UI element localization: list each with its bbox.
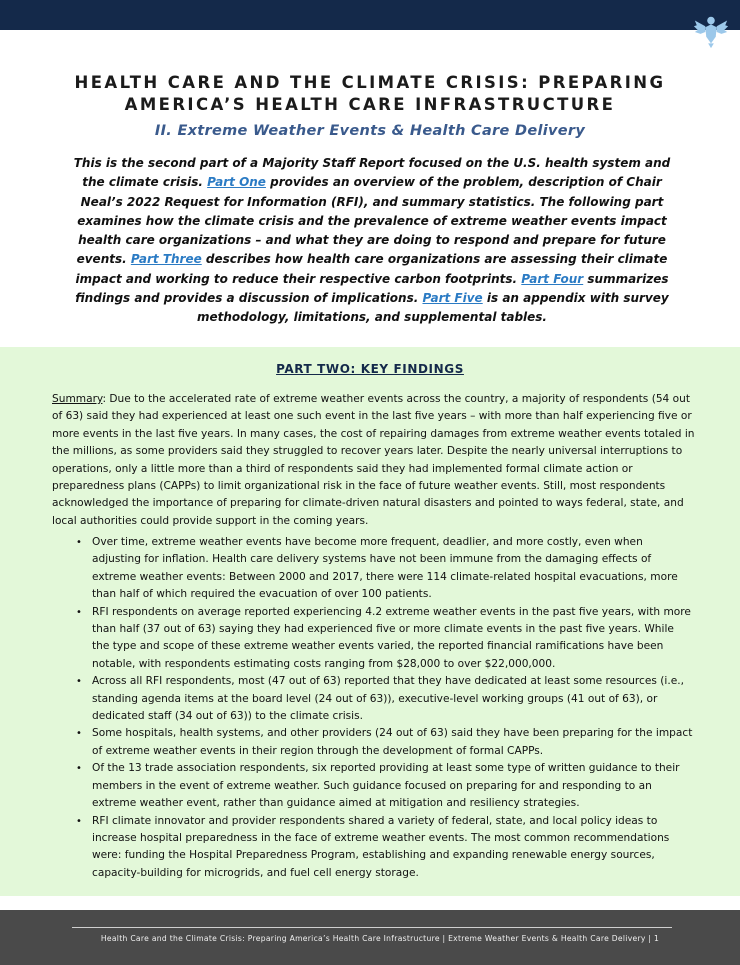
finding-item bbox=[74, 534, 694, 604]
report-title-line-2: AMERICA’S HEALTH CARE INFRASTRUCTURE bbox=[124, 95, 616, 114]
summary-paragraph bbox=[52, 391, 697, 530]
finding-text: RFI climate innovator and provider respondents shared a variety of federal, state, and local policy ideas to increase hospital preparedness in the face of extreme weather events. The most common recommendations were: funding the Hospital Preparedness Program, establishing and expanding renewable energy sources, capacity-building for microgrids, and fuel cell energy storage. bbox=[92, 814, 670, 879]
finding-item bbox=[74, 760, 694, 812]
page-footer bbox=[0, 910, 740, 965]
key-findings-panel bbox=[0, 347, 740, 896]
report-title bbox=[0, 72, 740, 116]
part-one-link[interactable]: Part One bbox=[207, 175, 266, 190]
finding-text: Across all RFI respondents, most (47 out of 63) reported that they have dedicated at least some resources (i.e., standing agenda items at the board level (24 out of 63)), executive-level working groups (41 out of 63), or dedicated staff (34 out of 63)) to the climate crisis. bbox=[92, 675, 684, 723]
intro-text-4: summarizes findings and provides a discussion of implications. bbox=[75, 271, 669, 306]
footer-divider bbox=[72, 927, 672, 928]
eagle-emblem-icon bbox=[692, 12, 730, 50]
finding-item bbox=[74, 673, 694, 725]
bullet-icon: • bbox=[76, 763, 82, 775]
finding-text: Over time, extreme weather events have become more frequent, deadlier, and more costly, even when adjusting for inflation. Health care delivery systems have not been immune from the damaging effects of extreme weather events: Between 2000 and 2017, there were 114 climate-related hospital evacuations, more than half of which required the evacuation of over 100 patients. bbox=[92, 536, 678, 601]
finding-item bbox=[74, 604, 694, 674]
part-subtitle: II. Extreme Weather Events & Health Care Delivery bbox=[154, 123, 586, 139]
summary-label: Summary bbox=[52, 393, 103, 405]
finding-item bbox=[74, 725, 694, 760]
bullet-icon: • bbox=[76, 537, 82, 548]
intro-text-3: describes how health care organizations are assessing their climate impact and working to reduce their respective carbon footprints. bbox=[75, 252, 668, 286]
footer-text: Health Care and the Climate Crisis: Preparing America’s Health Care Infrastructure | Extreme Weather Events & Health Care Delivery | 1 bbox=[100, 934, 660, 943]
bullet-icon: • bbox=[76, 728, 82, 740]
findings-list bbox=[74, 534, 694, 882]
intro-paragraph bbox=[72, 154, 672, 328]
finding-item bbox=[74, 813, 694, 883]
report-title-line-1: HEALTH CARE AND THE CLIMATE CRISIS: PREPARING bbox=[74, 73, 666, 92]
bullet-icon: • bbox=[76, 815, 82, 827]
bullet-icon: • bbox=[76, 606, 82, 618]
part-three-link[interactable]: Part Three bbox=[130, 252, 202, 267]
intro-text-1: This is the second part of a Majority Staff Report focused on the U.S. health system and the climate crisis. bbox=[73, 156, 671, 190]
finding-text: Some hospitals, health systems, and other providers (24 out of 63) said they have been preparing for the impact of extreme weather events in their region through the development of formal CAPPs. bbox=[92, 727, 693, 757]
top-banner bbox=[0, 0, 740, 30]
bullet-icon: • bbox=[76, 676, 82, 688]
intro-text-2: provides an overview of the problem, description of Chair Neal’s 2022 Request for Information (RFI), and summary statistics. The following part examines how the climate crisis and the prevalence of extreme weather events impact health care organizations – and what they are doing to respond and prepare for future events. bbox=[76, 175, 667, 267]
summary-text: : Due to the accelerated rate of extreme weather events across the country, a majority of respondents (54 out of 63) said they had experienced at least one such event in the last five years – with more than half experiencing five or more events in the last five years. In many cases, the cost of repairing damages from extreme weather events totaled in the millions, as some providers said they struggled to recover years later. Despite the nearly universal interruptions to operations, only a little more than a third of respondents said they had implemented formal climate action or preparedness plans (CAPPs) to limit organizational risk in the face of future weather events. Still, most respondents acknowledged the importance of preparing for climate-driven natural disasters and pointed to ways federal, state, and local authorities could provide support in the coming years. bbox=[52, 393, 695, 527]
intro-text-5: is an appendix with survey methodology, limitations, and supplemental tables. bbox=[197, 291, 669, 325]
key-findings-heading: PART TWO: KEY FINDINGS bbox=[276, 362, 464, 376]
part-four-link[interactable]: Part Four bbox=[521, 271, 584, 286]
part-five-link[interactable]: Part Five bbox=[422, 291, 483, 306]
finding-text: RFI respondents on average reported experiencing 4.2 extreme weather events in the past five years, with more than half (37 out of 63) saying they had experienced five or more climate events in the past five years. While the type and scope of these extreme weather events varied, the reported financial ramifications have been notable, with respondents estimating costs ranging from $28,000 to over $22,000,000. bbox=[92, 605, 691, 670]
finding-text: Of the 13 trade association respondents, six reported providing at least some type of written guidance to their members in the event of extreme weather. Such guidance focused on preparing for and responding to an extreme weather event, rather than guidance aimed at mitigation and resiliency strategies. bbox=[92, 762, 680, 810]
